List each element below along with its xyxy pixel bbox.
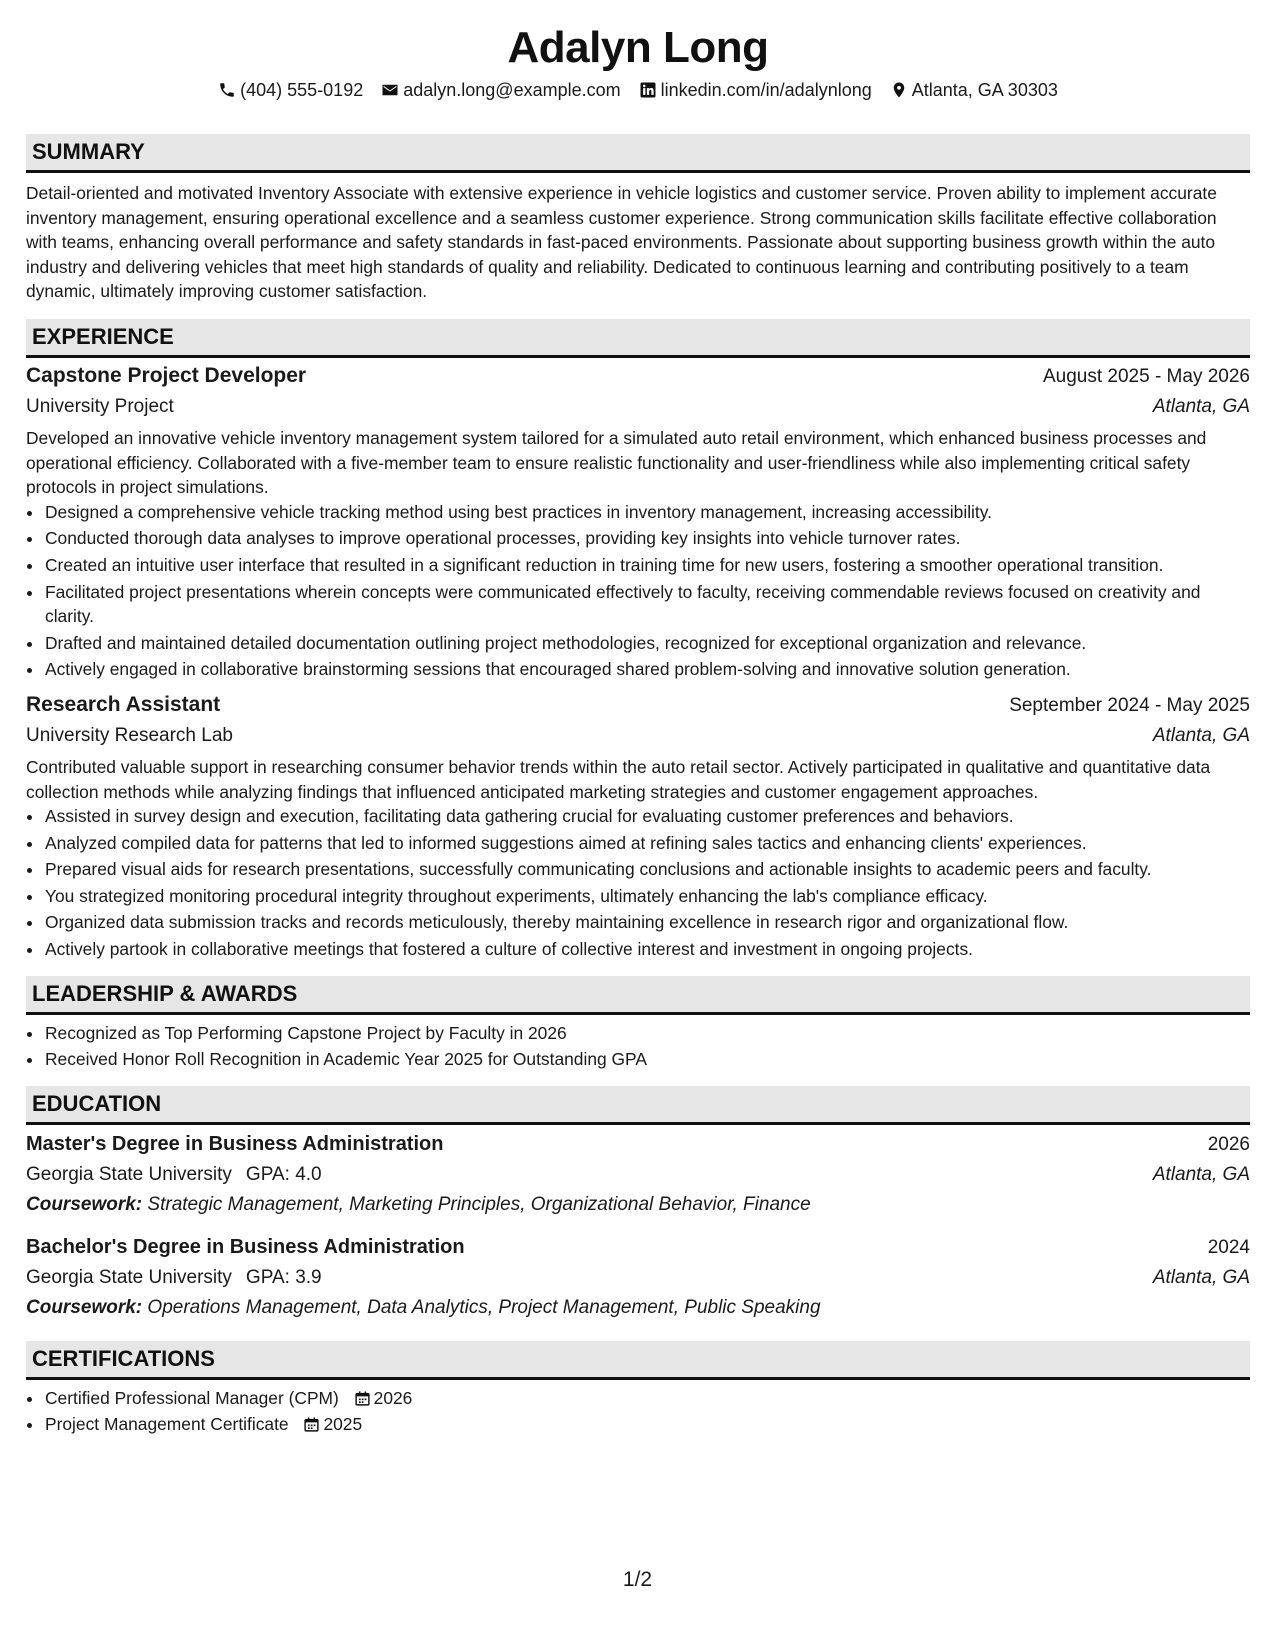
school-name: Georgia State University — [26, 1163, 232, 1185]
job-header — [26, 690, 1250, 721]
education-header — [26, 1129, 1250, 1160]
list-item: • Actively partook in collaborative meetings that fostered a culture of collective interest and investment in ongoing projects. — [44, 937, 1250, 962]
coursework-label: Coursework: — [26, 1296, 143, 1318]
coursework-list: Operations Management, Data Analytics, Project Management, Public Speaking — [147, 1296, 821, 1318]
linkedin-text[interactable]: linkedin.com/in/adalynlong — [660, 80, 872, 100]
job-dates: September 2024 - May 2025 — [1009, 694, 1250, 716]
job-subheader — [26, 721, 1250, 751]
coursework-list: Strategic Management, Marketing Principles, Organizational Behavior, Finance — [147, 1193, 811, 1215]
map-pin-icon — [890, 81, 908, 99]
education-entry — [26, 1129, 1250, 1220]
job-entry — [26, 361, 1250, 682]
list-item: • You strategized monitoring procedural integrity throughout experiments, ultimately enhancing the lab's compliance efficacy. — [44, 884, 1250, 909]
job-bullets — [26, 500, 1250, 682]
coursework — [26, 1293, 1250, 1323]
job-description: Developed an innovative vehicle inventory management system tailored for a simulated auto retail environment, which enhanced business processes and operational efficiency. Collaborated with a five-member team to ensure realistic functionality and user-friendliness while also implementing critical safety protocols in project simulations. — [26, 427, 1207, 498]
list-item: • Conducted thorough data analyses to improve operational processes, providing key insights into vehicle turnover rates. — [44, 526, 1250, 551]
phone-icon — [218, 81, 236, 99]
summary-text: Detail-oriented and motivated Inventory Associate with extensive experience in vehicle logistics and customer service. Proven ability to implement accurate inventory management, ensuring operational excellence and a seamless customer experience. Strong communication skills facilitate effective collaboration with teams, enhancing overall performance and safety standards in fast-paced environments. Passionate about supporting business growth within the auto industry and delivering vehicles that meet high standards of quality and reliability. Dedicated to continuous learning and contributing positively to a team dynamic, ultimately improving customer satisfaction. — [26, 183, 1217, 302]
job-org: University Project — [26, 395, 174, 417]
certification-year: 2026 — [373, 1387, 413, 1408]
contact-phone — [218, 78, 363, 102]
education-header — [26, 1232, 1250, 1263]
job-entry — [26, 690, 1250, 962]
section-heading-education: EDUCATION — [26, 1086, 1250, 1125]
job-title: Research Assistant — [26, 692, 221, 716]
job-header — [26, 361, 1250, 392]
list-item — [44, 1412, 1250, 1437]
list-item: • Created an intuitive user interface that resulted in a significant reduction in training time for new users, fostering a smoother operational transition. — [44, 553, 1250, 578]
phone-text: (404) 555-0192 — [240, 80, 364, 100]
location-text: Atlanta, GA 30303 — [911, 80, 1058, 100]
list-item: • Prepared visual aids for research presentations, successfully communicating conclusions and actionable insights to academic peers and faculty. — [44, 857, 1250, 882]
contact-email[interactable] — [381, 78, 620, 102]
education-subheader — [26, 1263, 1250, 1293]
coursework-label: Coursework: — [26, 1193, 143, 1215]
school-location: Atlanta, GA — [1152, 1163, 1250, 1185]
certification-name: Certified Professional Manager (CPM) — [45, 1387, 339, 1408]
gpa: GPA: 4.0 — [245, 1163, 322, 1185]
awards-list — [26, 1021, 1250, 1072]
job-subheader — [26, 392, 1250, 422]
job-description: Contributed valuable support in researching consumer behavior trends within the auto retail sector. Actively participated in qualitative and quantitative data collection methods while analyzing findings that influenced anticipated marketing strategies and customer engagement approaches. — [26, 756, 1211, 802]
degree-year: 2024 — [1207, 1236, 1250, 1258]
candidate-name: Adalyn Long — [507, 23, 769, 72]
certification-year: 2025 — [323, 1414, 363, 1435]
section-heading-summary: SUMMARY — [26, 134, 1250, 173]
job-dates: August 2025 - May 2026 — [1042, 365, 1250, 387]
job-title: Capstone Project Developer — [26, 363, 307, 387]
education-entry — [26, 1232, 1250, 1323]
linkedin-icon — [639, 81, 657, 99]
list-item: • Analyzed compiled data for patterns that led to informed suggestions aimed at refining sales tactics and enhancing clients' experiences. — [44, 831, 1250, 856]
calendar-icon — [354, 1390, 371, 1407]
contact-linkedin[interactable] — [639, 78, 872, 102]
email-text[interactable]: adalyn.long@example.com — [403, 80, 621, 100]
job-bullets — [26, 804, 1250, 962]
certifications-list — [26, 1386, 1250, 1437]
list-item: • Assisted in survey design and execution, facilitating data gathering crucial for evaluating customer preferences and behaviors. — [44, 804, 1250, 829]
contact-bar — [26, 78, 1250, 102]
resume-page — [26, 20, 1250, 1439]
list-item: • Recognized as Top Performing Capstone Project by Faculty in 2026 — [44, 1021, 1250, 1046]
list-item: • Facilitated project presentations wherein concepts were communicated effectively to faculty, receiving commendable reviews focused on creativity and clarity. — [44, 580, 1250, 629]
coursework — [26, 1190, 1250, 1220]
calendar-icon — [303, 1416, 320, 1433]
job-location: Atlanta, GA — [1152, 395, 1250, 417]
section-heading-leadership: LEADERSHIP & AWARDS — [26, 976, 1250, 1015]
certification-name: Project Management Certificate — [45, 1414, 289, 1435]
degree-title: Bachelor's Degree in Business Administration — [26, 1235, 465, 1258]
gpa: GPA: 3.9 — [245, 1266, 322, 1288]
job-org: University Research Lab — [26, 724, 233, 746]
page-number: 1/2 — [622, 1568, 653, 1591]
section-heading-certifications: CERTIFICATIONS — [26, 1341, 1250, 1380]
list-item: • Drafted and maintained detailed documentation outlining project methodologies, recognized for exceptional organization and relevance. — [44, 631, 1250, 656]
list-item: • Received Honor Roll Recognition in Academic Year 2025 for Outstanding GPA — [44, 1047, 1250, 1072]
degree-title: Master's Degree in Business Administration — [26, 1132, 444, 1155]
list-item: • Actively engaged in collaborative brainstorming sessions that encouraged shared problem-solving and innovative solution generation. — [44, 657, 1250, 682]
job-location: Atlanta, GA — [1152, 724, 1250, 746]
list-item — [44, 1386, 1250, 1411]
list-item: • Designed a comprehensive vehicle tracking method using best practices in inventory management, increasing accessibility. — [44, 500, 1250, 525]
envelope-icon — [381, 81, 399, 99]
list-item: • Organized data submission tracks and records meticulously, thereby maintaining excellence in research rigor and organizational flow. — [44, 910, 1250, 935]
degree-year: 2026 — [1207, 1133, 1250, 1155]
contact-location — [890, 78, 1058, 102]
school-name: Georgia State University — [26, 1266, 232, 1288]
education-subheader — [26, 1160, 1250, 1190]
school-location: Atlanta, GA — [1152, 1266, 1250, 1288]
section-heading-experience: EXPERIENCE — [26, 319, 1250, 358]
